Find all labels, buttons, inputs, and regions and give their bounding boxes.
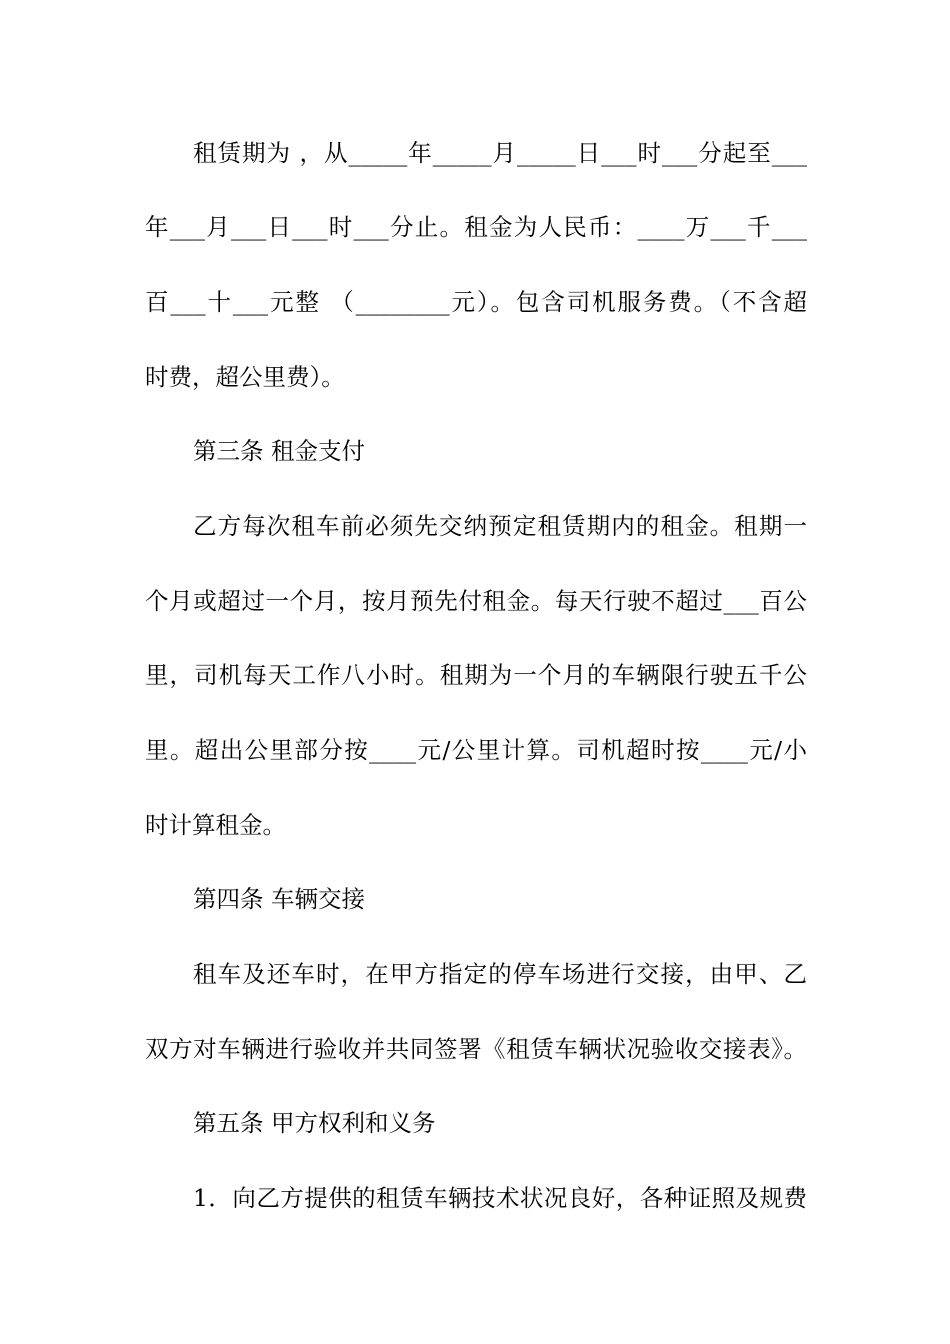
paragraph-line: 时费，超公里费）。 (145, 363, 345, 391)
paragraph-line: 乙方每次租车前必须先交纳预定租赁期内的租金。租期一 (193, 512, 807, 540)
paragraph-line: 里，司机每天工作八小时。租期为一个月的车辆限行驶五千公 (145, 661, 807, 689)
paragraph-line: 1．向乙方提供的租赁车辆技术状况良好，各种证照及规费 (193, 1184, 807, 1212)
paragraph-line: 年___月___日___时___分止。租金为人民币：____万___千___ (145, 213, 807, 241)
section-heading: 第三条 租金支付 (193, 437, 365, 465)
paragraph-line: 双方对车辆进行验收并共同签署《租赁车辆状况验收交接表》。 (145, 1035, 807, 1063)
section-heading: 第五条 甲方权利和义务 (193, 1109, 436, 1137)
paragraph-line: 租赁期为 ，从_____年_____月_____日___时___分起至___ (193, 139, 807, 167)
paragraph-line: 时计算租金。 (145, 811, 286, 839)
paragraph-line: 个月或超过一个月，按月预先付租金。每天行驶不超过___百公 (145, 587, 807, 615)
paragraph-line: 租车及还车时，在甲方指定的停车场进行交接，由甲、乙 (193, 960, 807, 988)
paragraph-line: 百___十___元整 （________元）。包含司机服务费。（不含超 (145, 288, 807, 316)
paragraph-line: 里。超出公里部分按____元/公里计算。司机超时按____元/小 (145, 736, 807, 764)
section-heading: 第四条 车辆交接 (193, 885, 365, 913)
